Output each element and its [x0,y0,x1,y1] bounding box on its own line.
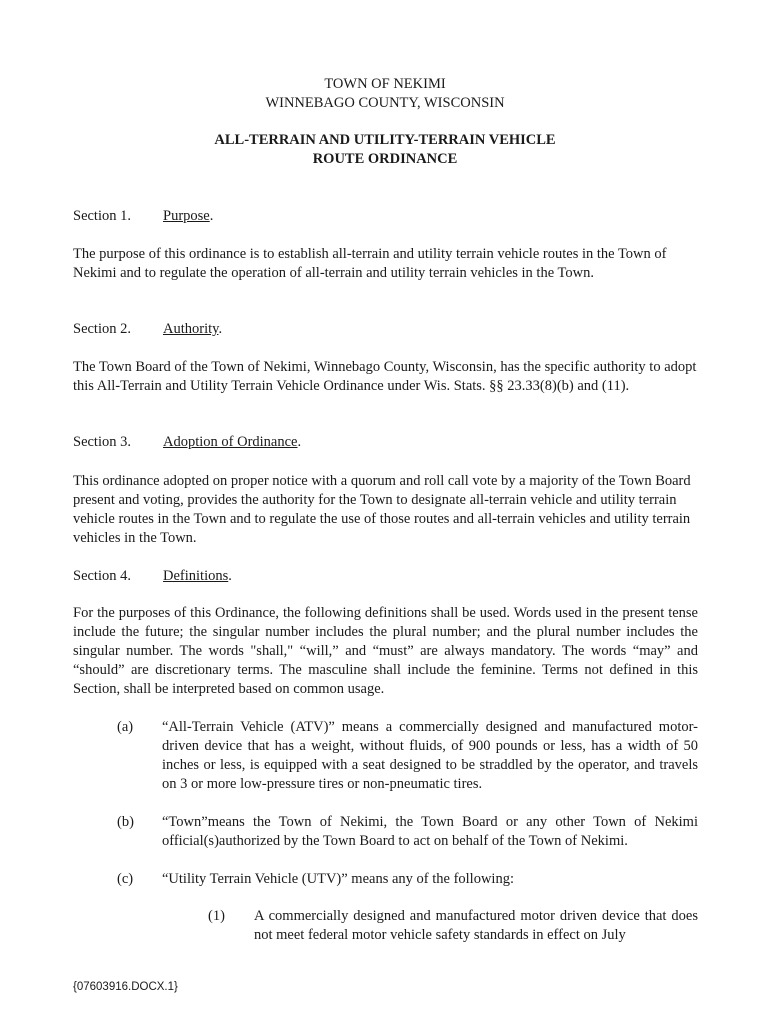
definition-label: (c) [117,871,134,887]
definition-label: (a) [117,719,134,735]
ordinance-title-line2: ROUTE ORDINANCE [312,151,458,167]
section-3-heading: Section 3. Adoption of Ordinance. [73,434,302,450]
section-number: Section 3. [73,434,131,450]
section-number: Section 1. [73,208,131,224]
section-title: Definitions [163,568,229,584]
section-4-text: For the purposes of this Ordinance, the following definitions shall be used. Words used in the present tense include the future; the singular number includes the plural number; and the plural number includes the singular number. The words "shall," “will,” and “must” are always mandatory. The words “may” and “should” are discretionary terms. The masculine shall include the feminine. Terms not defined in this Section, shall be interpreted based on common usage. [73,605,698,697]
definition-label: (b) [117,814,134,830]
section-2-text: The Town Board of the Town of Nekimi, Winnebago County, Wisconsin, has the specific authority to adopt this All-Terrain and Utility Terrain Vehicle Ordinance under Wis. Stats. §§ 23.33(8)(b) and (11). [73,359,697,394]
ordinance-title-line1: ALL-TERRAIN AND UTILITY-TERRAIN VEHICLE [214,132,556,148]
section-1-heading: Section 1. Purpose. [73,208,214,224]
subitem-label: (1) [208,908,225,924]
section-title: Purpose [163,208,210,224]
section-number: Section 2. [73,321,131,337]
section-1-text: The purpose of this ordinance is to establish all-terrain and utility terrain vehicle routes in the Town of Nekimi and to regulate the operation of all-terrain and utility terrain vehicles in the Town. [73,246,667,281]
definition-atv: “All-Terrain Vehicle (ATV)” means a commercially designed and manufactured motor-driven device that has a weight, without fluids, of 900 pounds or less, has a width of 50 inches or less, is equipped with a seat designed to be straddled by the operator, and travels on 3 or more low-pressure tires or non-pneumatic tires. [162,719,698,792]
section-title: Adoption of Ordinance [163,434,298,450]
section-number: Section 4. [73,568,131,584]
definition-utv: “Utility Terrain Vehicle (UTV)” means any of the following: [162,871,514,887]
section-4-heading: Section 4. Definitions. [73,568,232,584]
county-name: WINNEBAGO COUNTY, WISCONSIN [265,95,505,111]
subitem-text: A commercially designed and manufactured motor driven device that does not meet federal motor vehicle safety standards in effect on July [254,908,698,943]
section-title: Authority [163,321,219,337]
document-footer-id: {07603916.DOCX.1} [73,981,178,993]
town-name: TOWN OF NEKIMI [324,76,446,92]
section-3-text: This ordinance adopted on proper notice with a quorum and roll call vote by a majority of the Town Board present and voting, provides the authority for the Town to designate all-terrain vehicle and utility terrain vehicle routes in the Town and to regulate the use of those routes and all-terrain vehicles and utility terrain vehicles in the Town. [73,473,691,546]
definition-town: “Town”means the Town of Nekimi, the Town Board or any other Town of Nekimi official(s)authorized by the Town Board to act on behalf of the Town of Nekimi. [162,814,698,849]
section-2-heading: Section 2. Authority. [73,321,223,337]
